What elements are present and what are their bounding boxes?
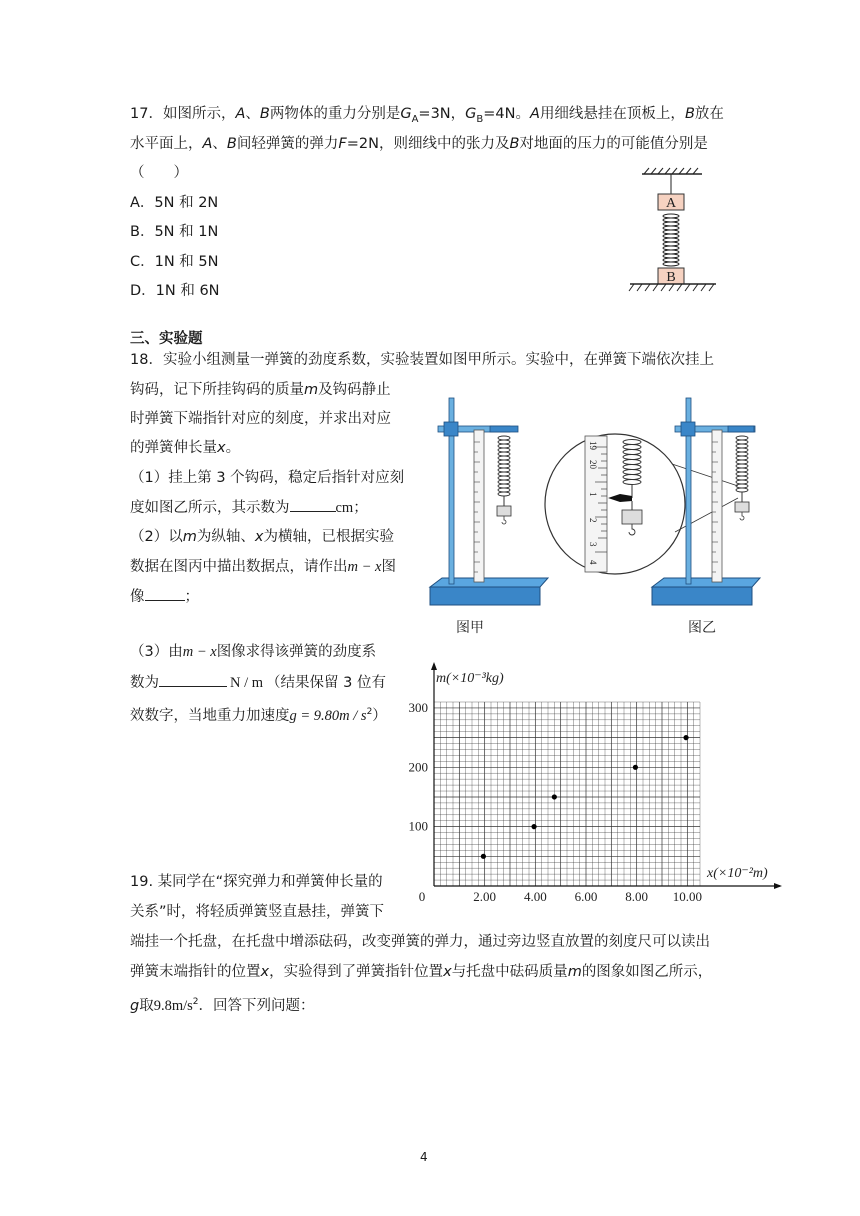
y-axis-label: m(×10⁻³kg) xyxy=(436,671,504,686)
ruler-magnified xyxy=(585,436,607,572)
ruler-mark-3: 3 xyxy=(588,542,598,547)
q17-figure xyxy=(620,160,725,300)
q17-option-a: A．5N 和 2N xyxy=(130,195,219,211)
data-point xyxy=(683,735,688,740)
q18-p3-line-2: 数为 N / m （结果保留 3 位有 xyxy=(130,672,386,693)
q19-line-2: 关系”时，将轻质弹簧竖直悬挂，弹簧下 xyxy=(130,904,385,920)
section-title: 三、实验题 xyxy=(130,331,203,347)
weight-yi xyxy=(735,502,749,512)
ruler-mark-1: 1 xyxy=(588,492,598,497)
magnifier-circle xyxy=(545,434,685,574)
q19-line-4: 弹簧末端指针的位置x，实验得到了弹簧指针位置x与托盘中砝码质量m的图象如图乙所示， xyxy=(130,964,713,980)
fig-jia-label: 图甲 xyxy=(456,621,484,636)
y-tick-label: 100 xyxy=(408,818,428,834)
q17-option-d: D．1N 和 6N xyxy=(130,283,220,299)
q18-p1-blank[interactable] xyxy=(290,497,336,512)
q18-p3-line-1: （3）由m − x图像求得该弹簧的劲度系 xyxy=(130,644,377,660)
weight-magnified xyxy=(622,510,642,524)
q19-line-3: 端挂一个托盘，在托盘中增添砝码，改变弹簧的弹力，通过旁边竖直放置的刻度尺可以读出 xyxy=(130,934,710,950)
x-tick-label: 4.00 xyxy=(523,889,547,904)
y-tick-label: 200 xyxy=(408,759,428,775)
q17-paren: （ ） xyxy=(130,165,188,181)
page-number: 4 xyxy=(420,1150,428,1164)
weight-jia xyxy=(497,506,511,516)
q19-line-5: g取$9.8m/s^2$．回答下列问题： xyxy=(130,997,315,1014)
spring-yi-icon xyxy=(736,436,748,492)
y-tick-label: 300 xyxy=(408,699,428,715)
m-x-chart xyxy=(400,658,790,910)
block-a-label: A xyxy=(665,196,677,211)
x-axis-arrow-icon xyxy=(774,883,782,889)
q18-line-3: 时弹簧下端指针对应的刻度，并求出对应 xyxy=(130,411,391,427)
x-tick-label: 8.00 xyxy=(625,889,649,904)
q18-apparatus-figure xyxy=(420,392,765,640)
spring-jia-icon xyxy=(498,436,510,496)
ruler-mark-4: 4 xyxy=(588,560,598,565)
ruler-jia xyxy=(474,430,484,582)
q17-line-2: 水平面上，A、B间轻弹簧的弹力F=2N，则细线中的张力及B对地面的压力的可能值分别是 xyxy=(130,136,708,152)
data-point xyxy=(531,824,536,829)
ruler-yi xyxy=(712,430,722,582)
q18-p1-line-2: 度如图乙所示，其示数为 cm； xyxy=(130,497,368,518)
q18-line-1: 18．实验小组测量一弹簧的劲度系数，实验装置如图甲所示。实验中，在弹簧下端依次挂上 xyxy=(130,352,714,368)
q17-line-1: 17．如图所示，A、B两物体的重力分别是$G_A=3N$，$G_B=4N$。A用细线悬挂在顶板上，B放在 xyxy=(130,106,724,125)
x-axis-label: x(×10⁻²m) xyxy=(707,866,768,881)
q18-p2-line-2: 数据在图丙中描出数据点，请作出m − x图 xyxy=(130,559,396,575)
y-axis-arrow-icon xyxy=(431,662,437,670)
chart-ticks xyxy=(409,700,702,904)
q19-line-1: 19. 某同学在“探究弹力和弹簧伸长量的 xyxy=(130,874,383,890)
data-point xyxy=(481,854,486,859)
chart-grid xyxy=(434,702,700,886)
ruler-mark-19: 19 xyxy=(588,441,598,450)
q18-p2-line-1: （2）以m为纵轴、x为横轴，已根据实验 xyxy=(130,529,394,545)
x-tick-label: 2.00 xyxy=(473,889,497,904)
x-tick-label: 6.00 xyxy=(574,889,598,904)
stand-jia xyxy=(430,398,548,636)
data-point xyxy=(552,794,557,799)
ruler-mark-20: 20 xyxy=(588,460,598,469)
spring-icon xyxy=(663,214,679,266)
q18-p2-line-3: 像 ； xyxy=(130,586,199,607)
x-tick-label: 10.00 xyxy=(672,889,702,904)
q18-p3-blank[interactable] xyxy=(159,672,227,687)
q18-p2-blank[interactable] xyxy=(145,586,185,601)
q18-line-4: 的弹簧伸长量x。 xyxy=(130,440,241,456)
ruler-mark-2: 2 xyxy=(588,518,598,523)
q17-option-b: B．5N 和 1N xyxy=(130,224,219,240)
q18-p1-line-1: （1）挂上第 3 个钩码，稳定后指针对应刻 xyxy=(130,470,405,486)
q18-p3-line-3: 效数字，当地重力加速度$g = 9.80m / s^2$） xyxy=(130,707,387,724)
q18-line-2: 钩码，记下所挂钩码的质量m及钩码静止 xyxy=(130,382,391,398)
data-point xyxy=(633,765,638,770)
block-b-label: B xyxy=(666,270,676,285)
q17-option-c: C．1N 和 5N xyxy=(130,254,219,270)
fig-yi-label: 图乙 xyxy=(688,621,716,636)
origin-label: 0 xyxy=(418,889,426,904)
